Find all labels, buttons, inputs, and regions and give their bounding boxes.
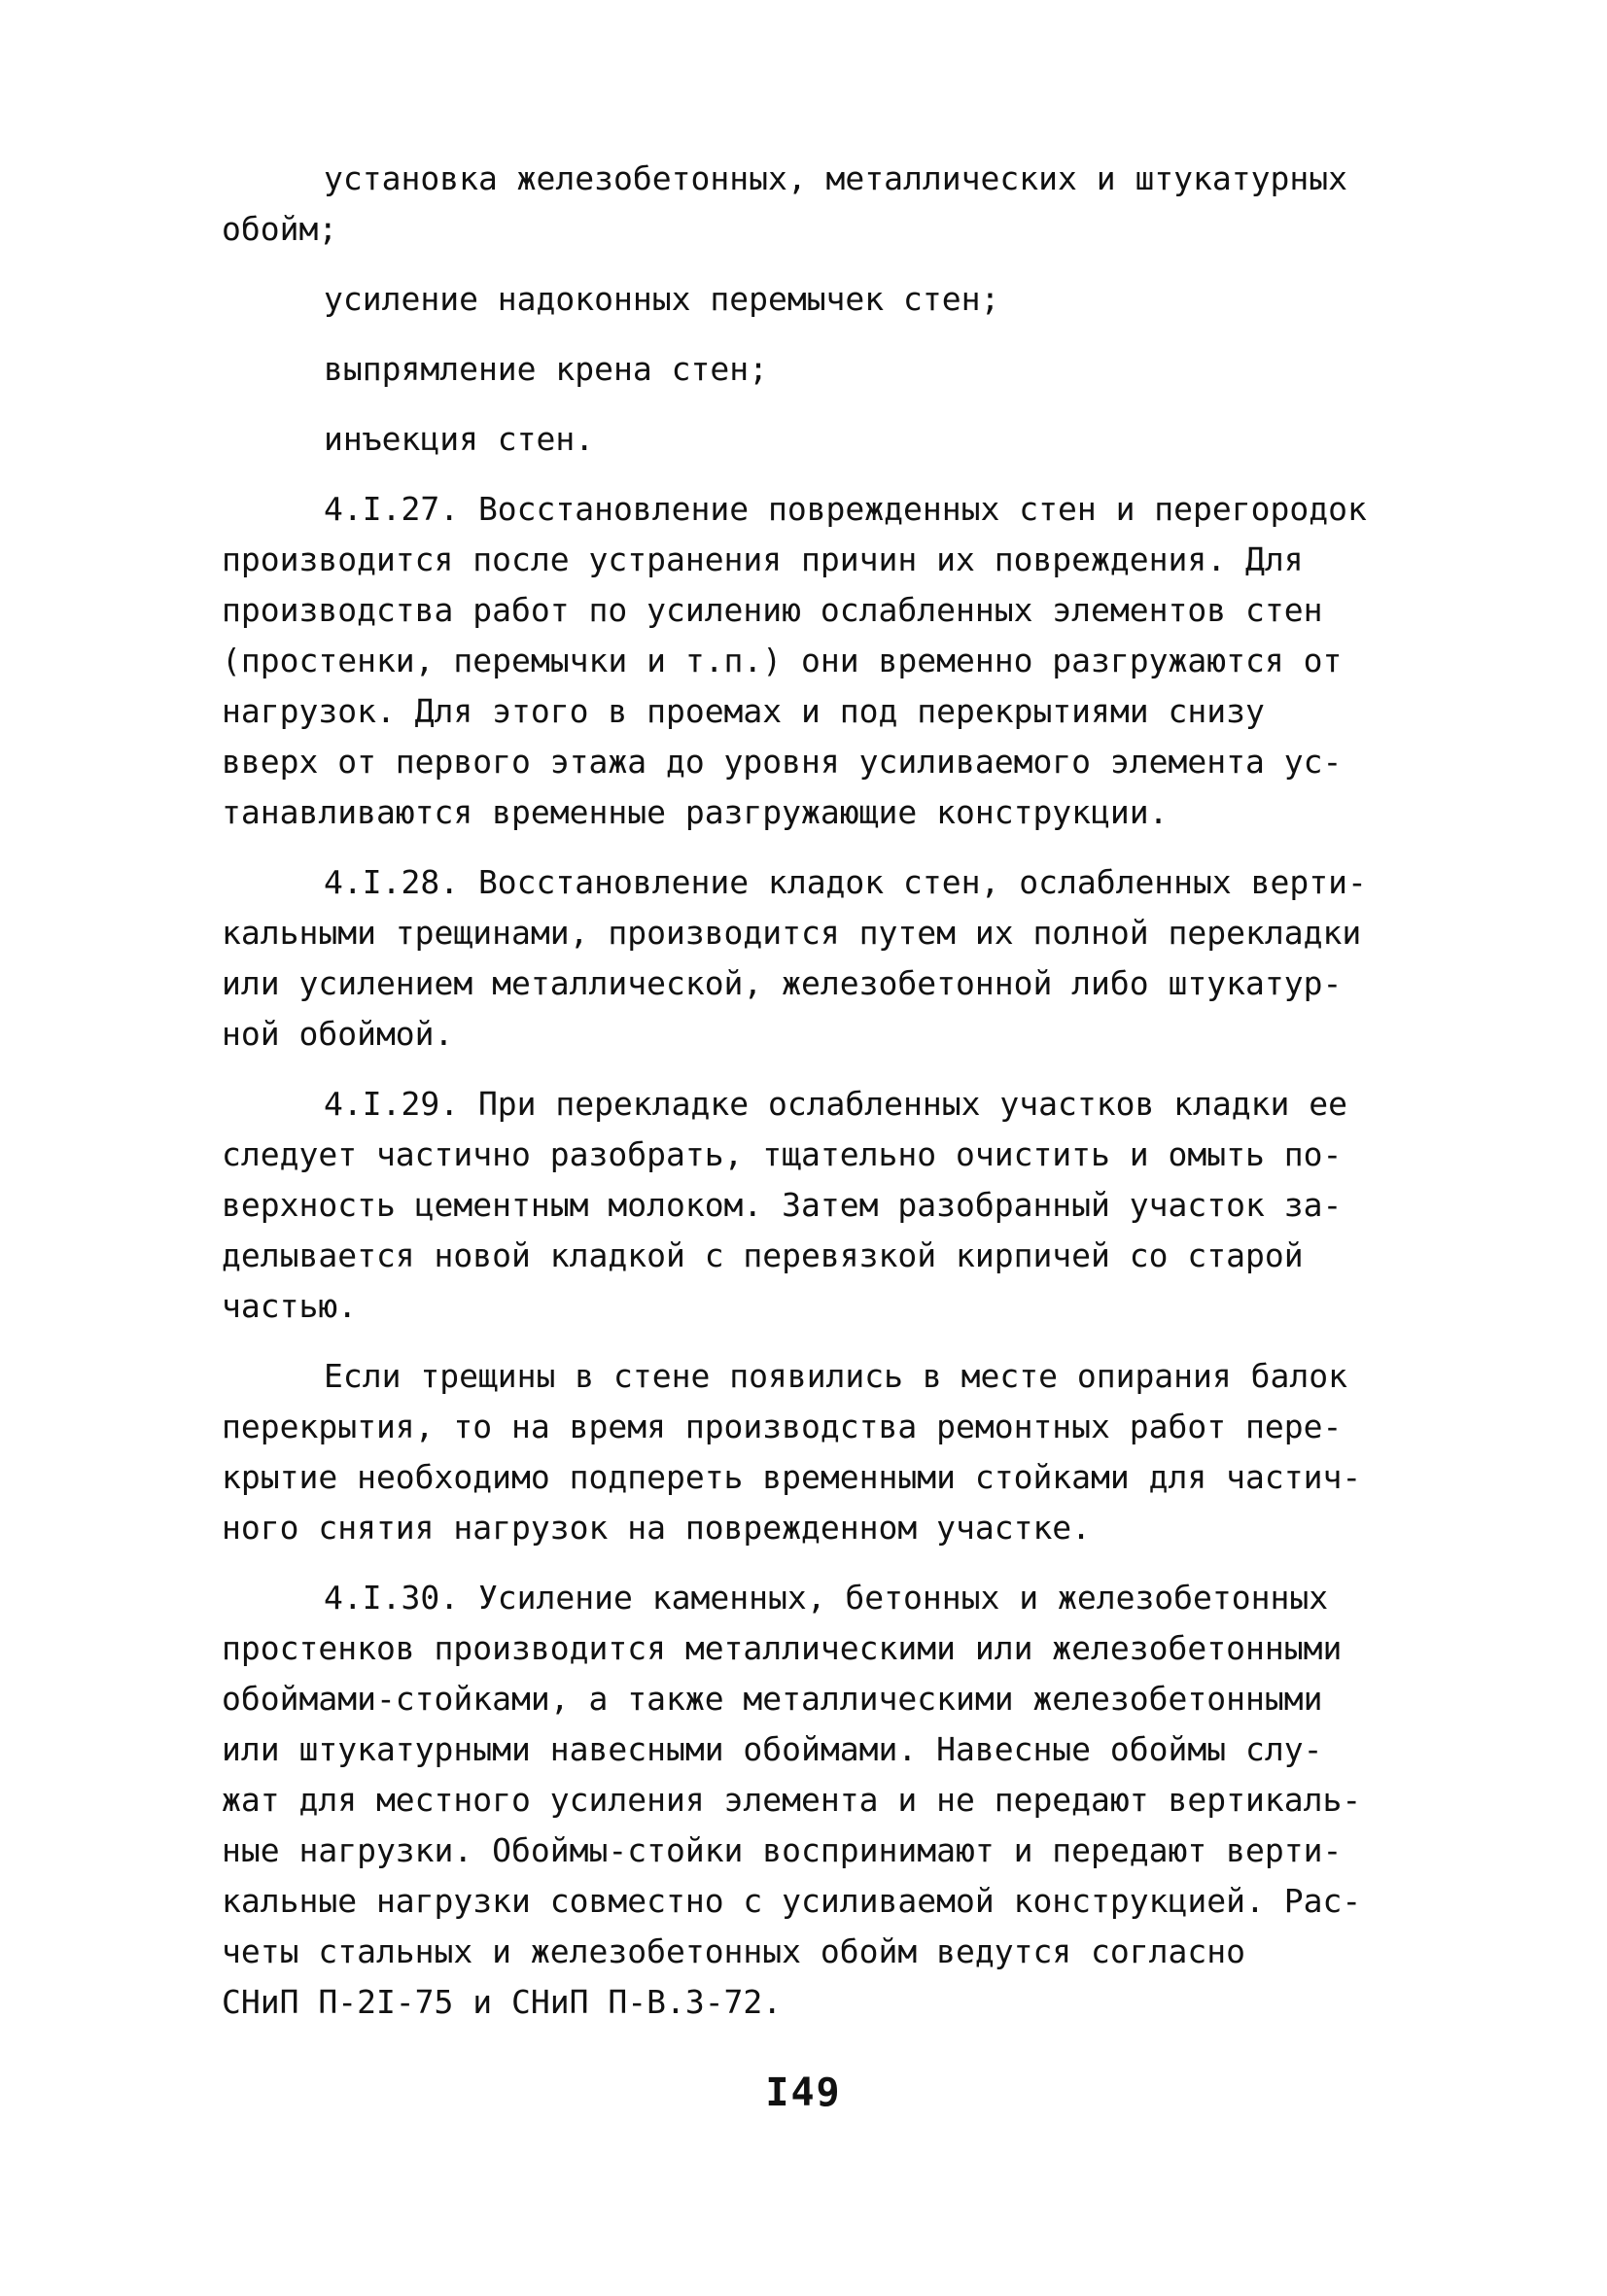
text-line: обойм; <box>222 210 338 248</box>
text-line: крытие необходимо подпереть временными стойками для частич- <box>222 1458 1362 1496</box>
text-line: частью. <box>222 1287 358 1325</box>
text-line: 4.I.27. Восстановление поврежденных стен и перегородок <box>324 490 1367 528</box>
text-line: делывается новой кладкой с перевязкой кирпичей со старой <box>222 1236 1304 1274</box>
text-line: выпрямление крена стен; <box>324 350 768 388</box>
text-line: установка железобетонных, металлических и штукатурных <box>324 159 1347 197</box>
text-line: ного снятия нагрузок на поврежденном участке. <box>222 1509 1092 1547</box>
text-line: или штукатурными навесными обоймами. Навесные обоймы слу- <box>222 1730 1323 1768</box>
text-line: верхность цементным молоком. Затем разобранный участок за- <box>222 1186 1343 1224</box>
text-line: СНиП П-2I-75 и СНиП П-В.3-72. <box>222 1983 783 2021</box>
text-line: простенков производится металлическими или железобетонными <box>222 1629 1343 1667</box>
text-line: 4.I.30. Усиление каменных, бетонных и железобетонных <box>324 1579 1329 1617</box>
text-line: кальные нагрузки совместно с усиливаемой конструкцией. Рас- <box>222 1882 1362 1920</box>
text-line: четы стальных и железобетонных обойм ведутся согласно <box>222 1932 1245 1970</box>
text-line: вверх от первого этажа до уровня усиливаемого элемента ус- <box>222 743 1343 781</box>
text-line: обоймами-стойками, а также металлическими железобетонными <box>222 1680 1323 1718</box>
text-line: производства работ по усилению ослабленных элементов стен <box>222 591 1323 629</box>
text-line: 4.I.29. При перекладке ослабленных участков кладки ее <box>324 1085 1347 1123</box>
text-line: или усилением металлической, железобетонной либо штукатур- <box>222 964 1343 1002</box>
text-line: жат для местного усиления элемента и не передают вертикаль- <box>222 1781 1362 1819</box>
text-line: инъекция стен. <box>324 420 595 458</box>
page-number: I49 <box>765 2070 842 2115</box>
text-line: усиление надоконных перемычек стен; <box>324 280 1000 318</box>
text-line: Если трещины в стене появились в месте опирания балок <box>324 1357 1347 1395</box>
text-line: 4.I.28. Восстановление кладок стен, ослабленных верти- <box>324 863 1367 901</box>
text-line: производится после устранения причин их повреждения. Для <box>222 540 1304 578</box>
text-line: ной обоймой. <box>222 1015 454 1053</box>
text-line: нагрузок. Для этого в проемах и под перекрытиями снизу <box>222 692 1265 730</box>
text-line: следует частично разобрать, тщательно очистить и омыть по- <box>222 1135 1343 1173</box>
text-line: перекрытия, то на время производства ремонтных работ пере- <box>222 1408 1343 1445</box>
text-line: танавливаются временные разгружающие конструкции. <box>222 793 1169 831</box>
text-line: (простенки, перемычки и т.п.) они временно разгружаются от <box>222 642 1343 679</box>
text-line: ные нагрузки. Обоймы-стойки воспринимают и передают верти- <box>222 1831 1343 1869</box>
text-line: кальными трещинами, производится путем их полной перекладки <box>222 914 1362 952</box>
